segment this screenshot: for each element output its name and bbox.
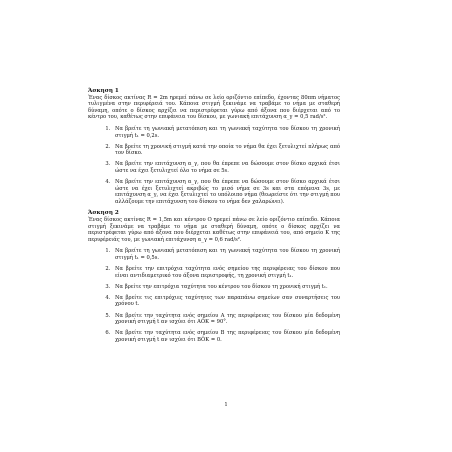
exercise-2-intro: Ένας δίσκος ακτίνας R = 1,5m και κέντρου O ηρεμεί πάνω σε λείο οριζόντιο επίπεδο. Κάποια στιγμή ξεκινάμε να τραβάμε το νήμα με σταθερή δύναμη, οπότε ο δίσκος αρχίζει να περιστρέφεται γύρω από άξονα που διέρχεται καθέτως στην επιφάνειά του, από σημείο K της περιφέρειάς του, με γωνιακή επιτάχυνση α_γ = 0,6 rad/s². bbox=[88, 217, 340, 243]
exercise-2-question-4: 4. Να βρείτε τις επιτρόχιες ταχύτητες των παραπάνω σημείων σαν συναρτήσεις του χρόνου t. bbox=[112, 295, 340, 308]
exercise-1-intro: Ένας δίσκος ακτίνας R = 2m ηρεμεί πάνω σε λείο οριζόντιο επίπεδο, έχοντας 80πm νήματος τυλιγμένα στην περιφέρειά του. Κάποια στιγμή ξεκινάμε να τραβάμε το νήμα με σταθερή δύναμη, οπότε ο δίσκος αρχίζει να περιστρέφεται γύρω από άξονα που διέρχεται από το κέντρο του, καθέτως στην επιφάνεια του δίσκου, με γωνιακή επιτάχυνση α_γ = 0,5 rad/s². bbox=[88, 94, 340, 121]
exercise-2-questions bbox=[88, 248, 340, 343]
exercise-2-question-3: 3. Να βρείτε την επιτρόχια ταχύτητα του κέντρου του δίσκου τη χρονική στιγμή t₁. bbox=[112, 284, 340, 291]
exercise-2-question-5: 5. Να βρείτε την ταχύτητα ενός σημείου A της περιφέρειας του δίσκου μία δεδομένη χρονική στιγμή t αν ισχύει ότι AÔK = 90°. bbox=[112, 313, 340, 326]
page-number: 1 bbox=[224, 402, 228, 408]
exercise-1-heading: Άσκηση 1 bbox=[88, 88, 119, 94]
exercise-2-question-2: 2. Να βρείτε την επιτρόχια ταχύτητα ενός σημείου της περιφέρειας του δίσκου που είναι αντιδιαμετρικό του άξονα περιστροφής, τη χρονική στιγμή t₁. bbox=[112, 266, 340, 279]
exercise-1-question-4: 4. Να βρείτε την επιτάχυνση α_γ, που θα έπρεπε να δώσουμε στον δίσκο αρχικά έτσι ώστε να έχει ξετυλιχτεί ακριβώς το μισό νήμα σε 3s και στα επόμενα 3s, με επιτάχυνση α_γ, να έχει ξετυλιχτεί το υπόλοιπο νήμα (θεωρείστε ότι την στιγμή που αλλάζουμε την επιτάχυνση του δίσκου το νήμα δεν χαλαρώνει). bbox=[112, 179, 340, 205]
exercise-1-questions bbox=[88, 126, 340, 205]
exercise-1-question-3: 3. Να βρείτε την επιτάχυνση α_γ, που θα έπρεπε να δώσουμε στον δίσκο αρχικά έτσι ώστε να έχει ξετυλιχτεί όλο το νήμα σε 5s. bbox=[112, 161, 340, 174]
exercise-1-question-2: 2. Να βρείτε τη χρονική στιγμή κατά την οποία το νήμα θα έχει ξετυλιχτεί πλήρως από τον δίσκο. bbox=[112, 144, 340, 157]
exercise-2-question-1: 1. Να βρείτε τη γωνιακή μετατόπιση και τη γωνιακή ταχύτητα του δίσκου τη χρονική στιγμή t₁ = 0,5s. bbox=[112, 248, 340, 261]
exercise-2-heading: Άσκηση 2 bbox=[88, 210, 119, 217]
exercise-1-question-1: 1. Να βρείτε τη γωνιακή μετατόπιση και τη γωνιακή ταχύτητα του δίσκου τη χρονική στιγμή t₁ = 0,2s. bbox=[112, 126, 340, 139]
exercise-2-question-6: 6. Να βρείτε την ταχύτητα ενός σημείου B της περιφέρειας του δίσκου μία δεδομένη χρονική στιγμή t αν ισχύει ότι BÔK = 0. bbox=[112, 330, 340, 343]
